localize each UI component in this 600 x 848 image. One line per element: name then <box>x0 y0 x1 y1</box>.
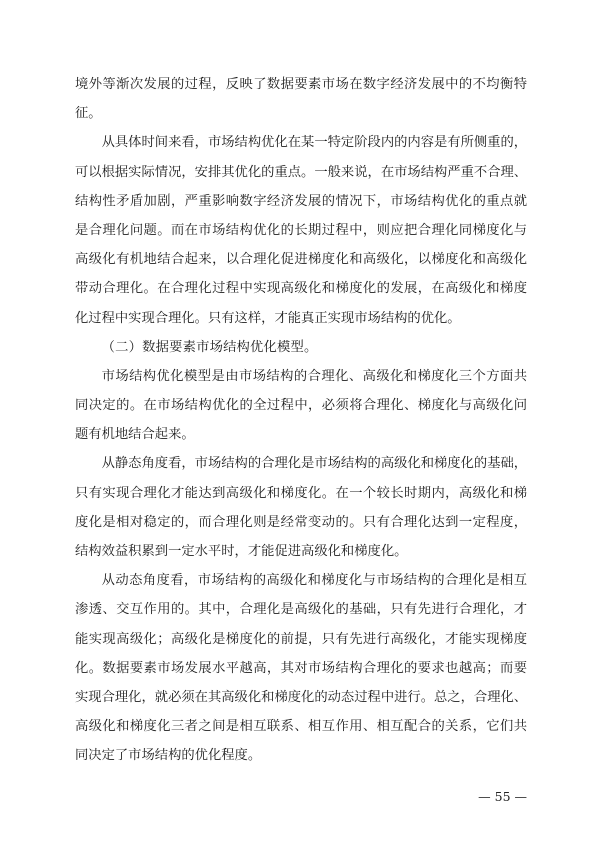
paragraph <box>75 449 527 566</box>
text-line: 征。 <box>75 106 102 122</box>
text-line: 同决定了市场结构的优化程度。 <box>75 748 262 764</box>
text-line: 结构性矛盾加剧，严重影响数字经济发展的情况下，市场结构优化的重点就 <box>75 193 527 209</box>
text-line: 是合理化问题。而在市场结构优化的长期过程中，则应把合理化同梯度化与 <box>75 222 527 238</box>
text-line: 带动合理化。在合理化过程中实现高级化和梯度化的发展，在高级化和梯度 <box>75 281 527 297</box>
text-line: 实现合理化，就必须在其高级化和梯度化的动态过程中进行。总之，合理化、 <box>75 689 528 705</box>
text-line: 从动态角度看，市场结构的高级化和梯度化与市场结构的合理化是相互 <box>101 573 527 589</box>
text-line: 化。数据要素市场发展水平越高，其对市场结构合理化的要求也越高；而要 <box>75 660 527 676</box>
section-heading: （二）数据要素市场结构优化模型。 <box>101 339 318 355</box>
paragraph <box>75 128 527 332</box>
text-line: 能实现高级化；高级化是梯度化的前提，只有先进行高级化，才能实现梯度 <box>75 631 527 647</box>
text-line: 度化是相对稳定的，而合理化则是经常变动的。只有合理化达到一定程度， <box>75 514 527 530</box>
paragraph <box>75 70 527 128</box>
text-line: 高级化和梯度化三者之间是相互联系、相互作用、相互配合的关系，它们共 <box>75 719 527 735</box>
text-line: 可以根据实际情况，安排其优化的重点。一般来说，在市场结构严重不合理、 <box>75 164 528 180</box>
text-line: 渗透、交互作用的。其中，合理化是高级化的基础，只有先进行合理化，才 <box>75 602 527 618</box>
text-line: 同决定的。在市场结构优化的全过程中，必须将合理化、梯度化与高级化问 <box>75 398 527 414</box>
text-line: 高级化有机地结合起来，以合理化促进梯度化和高级化，以梯度化和高级化 <box>75 252 527 268</box>
text-line: 从静态角度看，市场结构的合理化是市场结构的高级化和梯度化的基础， <box>101 456 528 472</box>
paragraph <box>75 362 527 450</box>
page-number: — 55 — <box>478 789 527 804</box>
text-line: 题有机地结合起来。 <box>75 427 195 443</box>
document-body <box>75 70 527 771</box>
text-line: 从具体时间来看，市场结构优化在某一特定阶段内的内容是有所侧重的， <box>101 135 528 151</box>
text-line: 化过程中实现合理化。只有这样，才能真正实现市场结构的优化。 <box>75 310 461 326</box>
text-line: 境外等渐次发展的过程，反映了数据要素市场在数字经济发展中的不均衡特 <box>75 77 527 92</box>
text-line: 只有实现合理化才能达到高级化和梯度化。在一个较长时期内，高级化和梯 <box>75 485 527 501</box>
text-line: 市场结构优化模型是由市场结构的合理化、高级化和梯度化三个方面共 <box>101 368 527 384</box>
paragraph <box>75 566 527 770</box>
text-line: 结构效益积累到一定水平时，才能促进高级化和梯度化。 <box>75 544 408 559</box>
